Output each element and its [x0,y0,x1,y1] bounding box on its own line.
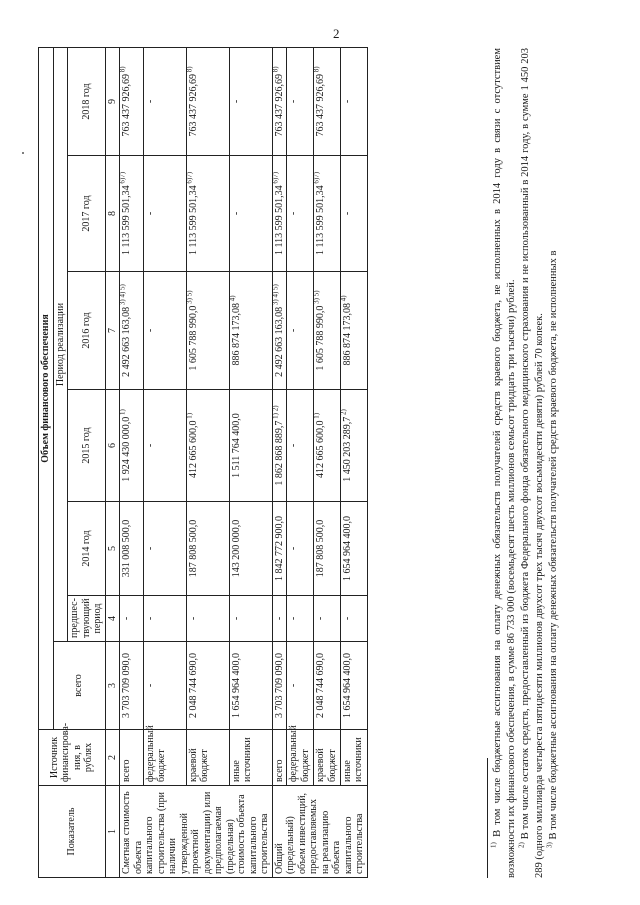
value-text: 763 437 926,69 [121,74,132,137]
value-cell [143,502,186,596]
header-year-2016: 2016 год [68,272,106,390]
value-cell [143,156,186,272]
value-text: - [187,616,199,621]
value-text: - [288,443,300,448]
table-row [120,47,144,877]
source-cell: всего [272,730,287,786]
value-cell [314,642,341,730]
value-cell [229,156,272,272]
footnote-ref: 1) 2) [271,405,280,421]
value-text: 1 862 868 889,7 [273,420,285,486]
col-num: 5 [105,502,120,596]
value-cell [340,47,367,155]
value-text: 187 808 500,0 [315,519,327,578]
value-text: - [230,99,242,104]
value-cell [340,502,367,596]
value-cell [272,156,287,272]
value-text: 1 605 788 990,0 [187,305,199,371]
footnote-ref: 1) [185,412,194,421]
source-cell: краевой бюджет [186,730,229,786]
footnote-ref: 8) [118,66,127,75]
table-row [287,47,314,877]
footnote-text: В том числе остаток средств, предоставленный из бюджета Федерального фонда обязательного медицинского страхования и не использованный в 2014 году, в сумме 1 450 203 289 (одного миллиарда четыреста пятидесяти миллионов двухсот трех тысяч двухсот восьмидесяти девяти) рублей 70 копеек. [520,48,545,878]
financing-table [38,47,368,878]
value-text: 1 924 430 000,0 [121,416,132,482]
value-text: 763 437 926,69 [273,74,285,137]
source-cell: всего [120,730,144,786]
value-text: - [341,616,353,621]
scan-speck [22,152,24,154]
value-text: 3 703 709 090,0 [273,653,285,718]
value-cell [120,502,144,596]
footnote [547,48,561,878]
value-text: 143 200 000,0 [230,519,242,578]
value-cell [287,156,314,272]
value-cell [287,47,314,155]
value-cell [340,596,367,642]
value-text: 412 665 600,0 [187,420,199,479]
col-num: 3 [105,642,120,730]
value-cell [229,390,272,502]
table-row [340,47,367,877]
value-text: - [288,546,300,551]
value-text: - [121,616,132,621]
footnote [519,48,547,878]
value-text: 2 048 744 690,0 [315,653,327,718]
page-number: 2 [333,26,340,41]
col-num: 7 [105,272,120,390]
footnotes [487,48,561,878]
value-text: 1 842 772 900,0 [273,516,285,581]
value-text: 1 113 599 501,34 [187,185,199,256]
value-cell [229,47,272,155]
header-year-2014: 2014 год [68,502,106,596]
value-text: 763 437 926,69 [187,74,199,137]
footnote-ref: 4) [339,295,348,304]
value-cell [272,272,287,390]
value-cell [314,47,341,155]
indicator-cell: Сметная стоимость объекта капитального строительства (при наличии утвержденной проектной документации) или предполагаемая (предельная) стоимость объекта капитального строительства [120,786,273,878]
footnote-ref: 8) [271,66,280,75]
value-text: 1 654 964 400,0 [230,653,242,718]
value-cell [120,156,144,272]
table-row [314,47,341,877]
footnote-mark: 2) [517,842,526,848]
value-cell [272,596,287,642]
value-cell [229,596,272,642]
value-text: 331 008 500,0 [121,519,132,578]
table-row [186,47,229,877]
value-text: - [288,616,300,621]
value-text: - [144,211,156,216]
footnote-mark: 1) [489,842,498,848]
value-cell [314,502,341,596]
header-period: Период реализации [53,47,68,641]
col-num: 2 [105,730,120,786]
value-text: - [230,616,242,621]
value-text: - [144,443,156,448]
value-cell [186,156,229,272]
header-year-2017: 2017 год [68,156,106,272]
value-text: - [288,683,300,688]
table-row [229,47,272,877]
value-text: 1 450 203 289,7 [341,416,353,482]
value-text: - [144,328,156,333]
value-text: 3 703 709 090,0 [121,653,132,718]
value-text: - [230,211,242,216]
rotated-page-content [38,48,618,878]
footnote-list [491,48,561,878]
footnote-ref: 3) 5) [185,290,194,306]
source-cell: иные источники [340,730,367,786]
footnote-text: В том числе бюджетные ассигнования на оплату денежных обязательств получателей средств краевого бюджета, не исполненных в 2014 году в связи с отсутствием возможности их финансового обеспечения, в сумме 86 733 000 (восемьдесят шесть миллионов семьсот тридцать три тысячи) рублей. [492,48,517,878]
value-cell [143,272,186,390]
value-cell [120,390,144,502]
col-num: 9 [105,47,120,155]
value-cell [272,390,287,502]
footnote-ref: 1) [312,412,321,421]
source-cell: федеральный бюджет [287,730,314,786]
value-text: 886 874 173,08 [230,303,242,366]
footnote-ref: 8) [312,66,321,75]
value-cell [287,502,314,596]
value-text: 763 437 926,69 [315,74,327,137]
value-cell [186,47,229,155]
value-cell [120,47,144,155]
value-cell [143,390,186,502]
footnote-ref: 3) 5) [312,290,321,306]
value-cell [186,596,229,642]
footnote-separator [487,758,488,878]
source-cell: краевой бюджет [314,730,341,786]
footnote [491,48,519,878]
source-cell: федеральный бюджет [143,730,186,786]
value-text: - [144,99,156,104]
value-text: 1 654 964 400,0 [341,516,353,581]
value-text: - [288,328,300,333]
value-cell [340,156,367,272]
value-text: 1 113 599 501,34 [121,185,132,256]
value-cell [272,502,287,596]
value-cell [186,502,229,596]
footnote-ref: 1) [118,409,127,417]
header-prior: предшес-твующий период [68,596,106,642]
value-cell [186,272,229,390]
value-text: 1 113 599 501,34 [273,185,285,256]
source-cell: иные источники [229,730,272,786]
footnote-ref: 4) [228,295,237,304]
value-cell [186,390,229,502]
value-cell [229,642,272,730]
value-text: 187 808 500,0 [187,519,199,578]
value-text: - [288,211,300,216]
value-cell [229,502,272,596]
footnote-ref: 3) 4) 5) [271,284,280,307]
footnote-ref: 6)7) [185,171,194,186]
value-cell [340,390,367,502]
col-num: 8 [105,156,120,272]
value-text: 1 654 964 400,0 [341,653,353,718]
header-total: всего [53,642,105,730]
footnote-mark: 3) [545,842,554,848]
value-text: 2 492 663 163,08 [121,306,132,377]
header-year-2018: 2018 год [68,47,106,155]
footnote-ref: 6)7) [312,171,321,186]
value-cell [287,642,314,730]
indicator-cell: Общий (предельный) объем инвестиций, предоставляемых на реализацию объекта капитального строительства [272,786,367,878]
value-text: - [144,683,156,688]
value-cell [143,642,186,730]
table-row [143,47,186,877]
value-text: - [288,99,300,104]
value-cell [186,642,229,730]
value-cell [340,642,367,730]
value-cell [287,596,314,642]
value-text: 1 511 764 400,0 [230,413,242,478]
col-num: 4 [105,596,120,642]
header-indicator: Показатель [39,786,106,878]
value-cell [143,47,186,155]
value-cell [120,596,144,642]
value-cell [314,272,341,390]
footnote-text: В том числе бюджетные ассигнования на оплату денежных обязательств получателей средств краевого бюджета, не исполненных в [548,250,559,843]
value-text: 886 874 173,08 [341,303,353,366]
value-text: - [144,616,156,621]
value-cell [272,47,287,155]
value-text: - [341,211,353,216]
col-num: 6 [105,390,120,502]
value-cell [120,272,144,390]
value-cell [287,272,314,390]
value-text: - [273,616,285,621]
value-cell [314,156,341,272]
header-year-2015: 2015 год [68,390,106,502]
value-text: 1 605 788 990,0 [315,305,327,371]
table-row [272,47,287,877]
value-text: 2 492 663 163,08 [273,306,285,377]
value-text: 2 048 744 690,0 [187,653,199,718]
value-text: - [144,546,156,551]
value-text: 1 113 599 501,34 [315,185,327,256]
table-body [120,47,368,877]
value-cell [120,642,144,730]
value-text: - [341,99,353,104]
footnote-ref: 6)7) [118,171,127,186]
footnote-ref: 6)7) [271,171,280,186]
column-number-row [105,47,120,877]
value-cell [272,642,287,730]
footnote-ref: 3) 4) 5) [118,284,127,307]
footnote-ref: 8) [185,66,194,75]
value-text: 412 665 600,0 [315,420,327,479]
value-cell [143,596,186,642]
footnote-ref: 2) [339,409,348,417]
value-cell [287,390,314,502]
value-text: - [315,616,327,621]
header-row-1 [39,47,54,877]
value-cell [314,390,341,502]
value-cell [340,272,367,390]
header-source: Источник финансирова-ния, в рублях [39,730,106,786]
value-cell [314,596,341,642]
col-num: 1 [105,786,120,878]
header-volume: Объем финансового обеспечения [39,47,54,729]
value-cell [229,272,272,390]
